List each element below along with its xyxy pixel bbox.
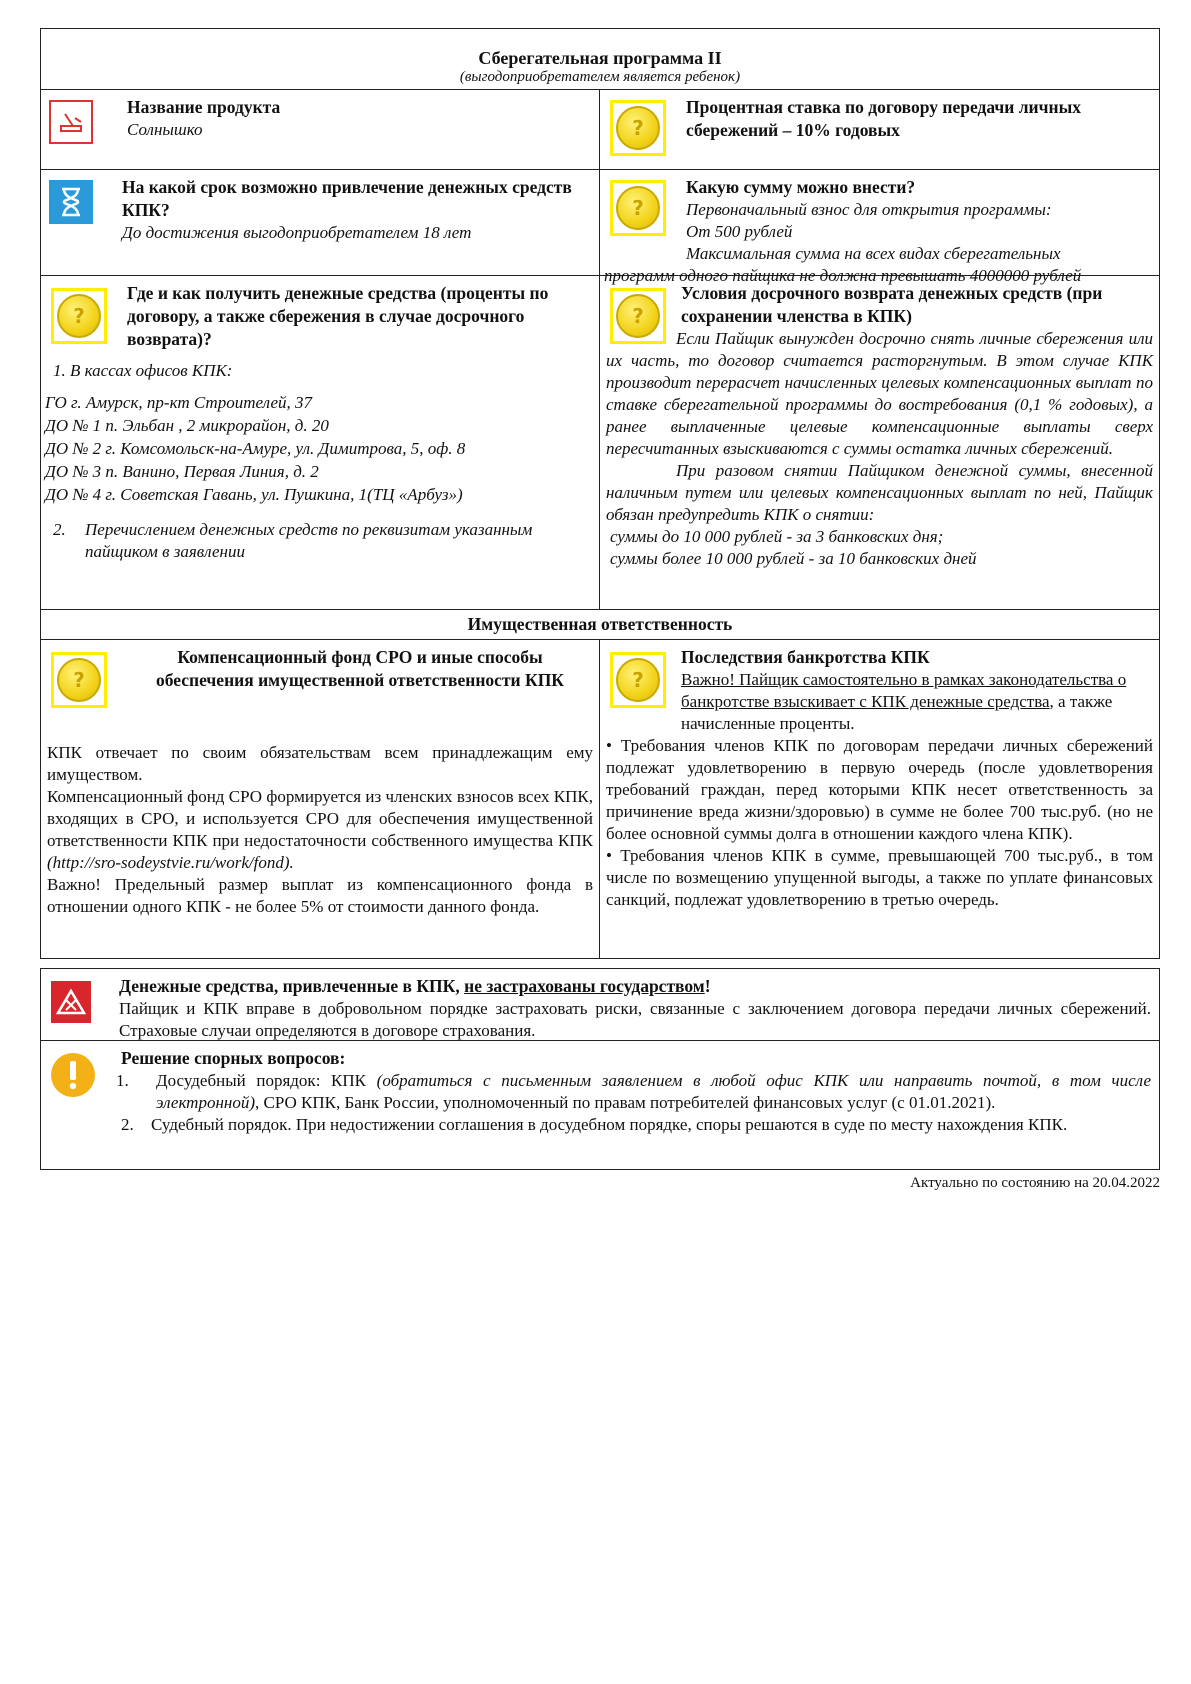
bankruptcy-bullet-1: • Требования членов КПК по договорам передачи личных сбережений подлежат удовлетворению в первую очередь (после удовлетворения требований граждан, перед которыми КПК несет ответственность за причинение вреда жизни/здоровью) в сумме не более 700 тыс.руб. (но не более основной суммы долга в отношении каждого члена КПК). xyxy=(606,735,1153,844)
receive-item-2-num: 2. xyxy=(53,520,66,540)
fund-p2: Компенсационный фонд СРО формируется из членских взносов всех КПК, входящих в СРО, и используется СРО для обеспечения имущественной ответственности КПК при недостаточности собственного имущества КПК (http://sro-sodeystvie.ru/work/fond). xyxy=(47,786,593,873)
row-receive xyxy=(41,276,1159,610)
notice-box xyxy=(40,968,1160,1170)
disputes-item-1: 1. Досудебный порядок: КПК (обратиться с письменным заявлением в любой офис КПК или направить почтой, в том числе электронной), СРО КПК, Банк России, уполномоченный по правам потребителей финансовых услуг (с 01.01.2021). xyxy=(116,1070,1151,1112)
term-heading: На какой срок возможно привлечение денежных средств КПК? xyxy=(122,177,572,220)
early-para-2: При разовом снятии Пайщиком денежной суммы, внесенной наличным путем или целевых компенсационных выплат по ней, Пайщик обязан предупредить КПК о снятии: xyxy=(606,461,1153,525)
table-title xyxy=(41,29,1159,90)
office-2: ДО № 1 п. Эльбан , 2 микрорайон, д. 20 xyxy=(45,416,329,436)
fund-p3: Важно! Предельный размер выплат из компенсационного фонда в отношении одного КПК - не более 5% от стоимости данного фонда. xyxy=(47,875,593,917)
bankruptcy-bullet-2: • Требования членов КПК в сумме, превышающей 700 тыс.руб., в том числе по возмещению упущенной выгоды, а также по уплате финансовых санкций, подлежат удовлетворению в третью очередь. xyxy=(606,846,1153,910)
warning-icon xyxy=(51,981,91,1023)
early-para-1: Если Пайщик вынужден досрочно снять личные сбережения или их часть, то договор считается расторгнутым. В этом случае КПК производит перерасчет начисленных целевых компенсационных выплат по ставке сберегательной программы до востребования (0,1 % годовых), а ранее выплаченные целевые компенсационные выплаты сверх пересчитанных взыскиваются с суммы остатка личных сбережений. xyxy=(606,328,1153,458)
amount-line-2: От 500 рублей xyxy=(686,221,793,241)
cell-rate xyxy=(600,90,1159,169)
actual-date: Актуально по состоянию на 20.04.2022 xyxy=(910,1174,1160,1191)
early-heading: Условия досрочного возврата денежных средств (при сохранении членства в КПК) xyxy=(681,283,1103,326)
disputes-item-2: 2. Судебный порядок. При недостижении соглашения в досудебном порядке, споры решаются в суде по месту нахождения КПК. xyxy=(121,1114,1068,1134)
coin-icon: ? xyxy=(51,652,107,708)
row-term xyxy=(41,170,1159,286)
cell-receive xyxy=(41,276,600,609)
fund-p1: КПК отвечает по своим обязательствам всем принадлежащим ему имуществом. xyxy=(47,742,593,784)
product-heading: Название продукта xyxy=(127,97,281,117)
row-liability xyxy=(41,640,1159,958)
cell-bankruptcy xyxy=(600,640,1159,958)
office-3: ДО № 2 г. Комсомольск-на-Амуре, ул. Димитрова, 5, оф. 8 xyxy=(45,439,466,459)
coin-icon: ? xyxy=(610,180,666,236)
early-line-4: суммы более 10 000 рублей - за 10 банковских дней xyxy=(610,549,977,569)
insurance-row xyxy=(41,969,1159,1041)
liability-heading: Имущественная ответственность xyxy=(41,610,1159,640)
cell-product xyxy=(41,90,600,169)
insurance-text: Пайщик и КПК вправе в добровольном порядке застраховать риски, связанные с заключением договора передачи личных сбережений. Страховые случаи определяются в договоре страхования. xyxy=(119,998,1151,1040)
disputes-heading: Решение спорных вопросов: xyxy=(121,1047,346,1068)
term-text: До достижения выгодоприобретателем 18 лет xyxy=(122,222,472,242)
product-icon xyxy=(49,100,93,144)
amount-line-3: Максимальная сумма на всех видах сберегательных xyxy=(686,243,1061,263)
document xyxy=(40,28,1160,1193)
office-5: ДО № 4 г. Советская Гавань, ул. Пушкина, 1(ТЦ «Арбуз») xyxy=(45,485,463,505)
rate-heading: Процентная ставка по договору передачи личных сбережений – 10% годовых xyxy=(686,97,1081,140)
amount-line-1: Первоначальный взнос для открытия программы: xyxy=(686,199,1052,219)
row-product xyxy=(41,90,1159,170)
cell-early xyxy=(600,276,1159,609)
disputes-row xyxy=(41,1041,1159,1169)
office-1: ГО г. Амурск, пр-кт Строителей, 37 xyxy=(45,393,312,413)
early-line-3: суммы до 10 000 рублей - за 3 банковских дня; xyxy=(610,527,944,547)
coin-icon: ? xyxy=(610,652,666,708)
amount-heading: Какую сумму можно внести? xyxy=(686,177,916,197)
program-title: Сберегательная программа II xyxy=(478,48,722,68)
bankruptcy-important: Важно! Пайщик самостоятельно в рамках законодательства о банкротстве взыскивает с КПК денежные средства, а также начисленные проценты. xyxy=(681,669,1127,733)
amount-line-4: программ одного пайщика не должна превышать 4000000 рублей xyxy=(604,266,1082,286)
fund-heading: Компенсационный фонд СРО и иные способы обеспечения имущественной ответственности КПК xyxy=(156,646,564,690)
product-name: Солнышко xyxy=(127,119,203,139)
receive-item-2: Перечислением денежных средств по реквизитам указанным пайщиком в заявлении xyxy=(85,520,533,562)
coin-icon: ? xyxy=(610,100,666,156)
cell-fund xyxy=(41,640,600,958)
coin-icon: ? xyxy=(610,288,666,344)
bankruptcy-heading: Последствия банкротства КПК xyxy=(681,646,930,667)
program-subtitle: (выгодоприобретателем является ребенок) xyxy=(459,68,741,85)
info-table xyxy=(40,28,1160,959)
office-4: ДО № 3 п. Ванино, Первая Линия, д. 2 xyxy=(45,462,319,482)
receive-item-1: 1. В кассах офисов КПК: xyxy=(53,361,233,381)
hourglass-icon xyxy=(49,180,93,224)
insurance-lead: Денежные средства, привлеченные в КПК, не застрахованы государством! xyxy=(119,975,711,996)
cell-term xyxy=(41,170,600,275)
exclamation-icon xyxy=(51,1053,95,1097)
cell-amount xyxy=(600,170,1159,286)
receive-heading: Где и как получить денежные средства (проценты по договору, а также сбережения в случае досрочного возврата)? xyxy=(127,283,549,349)
coin-icon: ? xyxy=(51,288,107,344)
